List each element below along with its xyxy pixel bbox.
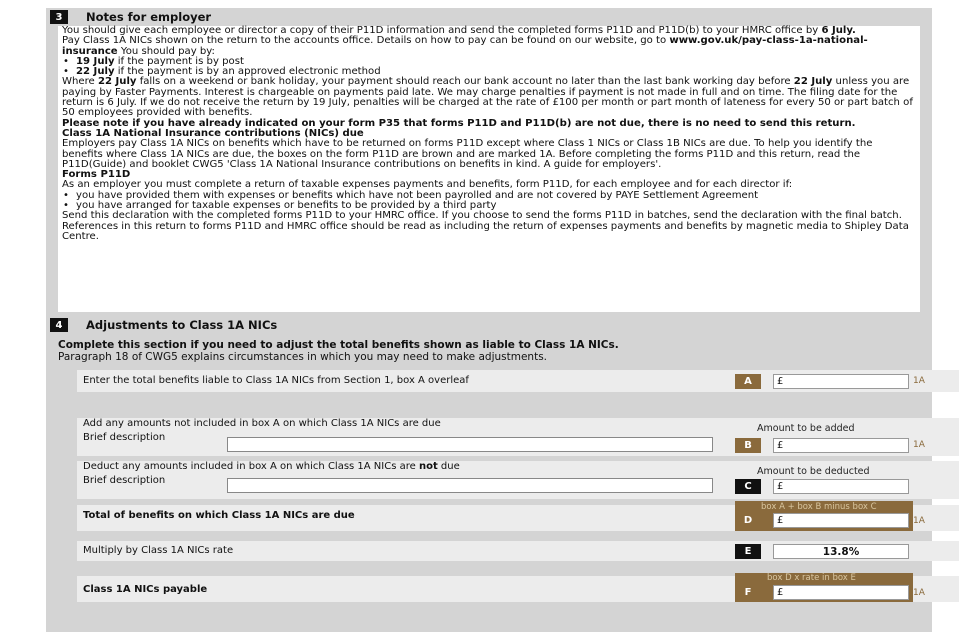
row-box-d [77,502,959,531]
description-label: Brief description [83,475,166,486]
box-d-caption: box A + box B minus box C [761,502,877,512]
box-f-caption: box D x rate in box E [767,573,856,583]
notes-paragraph: References in this return to forms P11D and HMRC office should be read as including the return of expenses payments and benefits by magnetic media to Shipley Data Centre. [62,220,909,242]
box-b-amount-field[interactable]: £ [773,438,909,453]
box-e-letter: E [735,544,761,559]
section-4-intro [58,339,619,363]
notes-paragraph: Employers pay Class 1A NICs on benefits which have to be returned on forms P11D except where Class 1 NICs or Class 1B NICs are due. To help you identify the benefits where Class 1A NICs are due, the boxes on the form P11D are brown and are marked 1A. Before completing the forms P11D and this return, read the P11D(Guide) and booklet CWG5 'Class 1A National Insurance contributions on benefits in kind. A guide for employers'. [62,138,873,170]
box-d-amount-field[interactable]: £ [773,513,909,528]
notes-paragraph: As an employer you must complete a return of taxable expenses payments and benefits, form P11D, for each employee and for each director if: [62,179,793,191]
row-label: Total of benefits on which Class 1A NICs are due [83,510,355,521]
intro-bold: Complete this section if you need to adjust the total benefits shown as liable to Class 1A NICs. [58,339,619,351]
row-box-a [77,370,959,392]
section-title: Notes for employer [86,10,212,24]
conditions-list [62,191,916,212]
description-label: Brief description [83,432,166,443]
box-b-letter: B [735,438,761,453]
class-1a-tag: 1A [913,440,925,450]
row-label: Deduct any amounts included in box A on which Class 1A NICs are not due [83,461,460,472]
box-c-caption: Amount to be deducted [757,466,870,477]
list-item: • 22 July if the payment is by an approved electronic method [62,67,916,77]
class-1a-tag: 1A [913,376,925,386]
list-item: • 19 July if the payment is by post [62,57,916,67]
notes-paragraph: Pay Class 1A NICs shown on the return to the accounts office. Details on how to pay can be found on our website, go to www.gov.uk/pay-class-1a-national-insurance You should pay by: [62,35,868,57]
intro-text: Paragraph 18 of CWG5 explains circumstances in which you may need to make adjustments. [58,351,548,363]
box-b-caption: Amount to be added [757,423,855,434]
row-box-f [77,573,959,602]
box-a-amount-field[interactable]: £ [773,374,909,389]
box-e-rate-field: 13.8% [773,544,909,559]
box-d-letter: D [735,513,761,528]
box-f-amount-field[interactable]: £ [773,585,909,600]
box-a-letter: A [735,374,761,389]
list-item: • you have provided them with expenses or benefits which have not been payrolled and are not covered by PAYE Settlement Agreement [62,191,916,201]
notes-panel [58,26,920,312]
row-label: Multiply by Class 1A NICs rate [83,545,234,556]
row-label: Enter the total benefits liable to Class 1A NICs from Section 1, box A overleaf [83,375,469,386]
box-f-letter: F [735,585,761,600]
payment-deadlines-list [62,57,916,78]
notes-heading: Class 1A National Insurance contributions (NICs) due [62,127,364,139]
notes-paragraph: Where 22 July falls on a weekend or bank holiday, your payment should reach our bank account no later than the last bank working day before 22 July unless you are paying by Faster Payments. Interest is chargeable on payments paid late. We may charge penalties if payment is not made in full and on time. The filing date for the return is 6 July. If we do not receive the return by 19 July, penalties will be charged at the rate of £100 per month or part month of lateness for every 50 or part batch of 50 employees provided with benefits. [62,76,913,119]
notes-heading: Forms P11D [62,169,131,181]
row-label: Class 1A NICs payable [83,584,208,595]
class-1a-tag: 1A [913,588,925,598]
box-c-letter: C [735,479,761,494]
row-box-b [77,418,959,456]
box-b-description-input[interactable] [227,437,713,452]
section-title: Adjustments to Class 1A NICs [86,318,278,332]
section-3-header [46,8,932,26]
section-number: 4 [50,318,68,332]
box-c-description-input[interactable] [227,478,713,493]
row-box-e [77,541,959,561]
notes-paragraph: You should give each employee or director a copy of their P11D information and send the completed forms P11D and P11D(b) to your HMRC office by 6 July. [62,25,856,36]
row-box-c [77,461,959,499]
section-4-header [46,316,932,334]
notes-paragraph: Send this declaration with the completed forms P11D to your HMRC office. If you choose to send the forms P11D in batches, send the declaration with the final batch. [62,210,902,222]
section-number: 3 [50,10,68,24]
box-c-amount-field[interactable]: £ [773,479,909,494]
notes-paragraph: Please note if you have already indicated on your form P35 that forms P11D and P11D(b) are not due, there is no need to send this return. [62,117,856,129]
employer-return-form [46,8,932,632]
class-1a-tag: 1A [913,516,925,526]
list-item: • you have arranged for taxable expenses or benefits to be provided by a third party [62,201,916,211]
row-label: Add any amounts not included in box A on which Class 1A NICs are due [83,418,441,429]
